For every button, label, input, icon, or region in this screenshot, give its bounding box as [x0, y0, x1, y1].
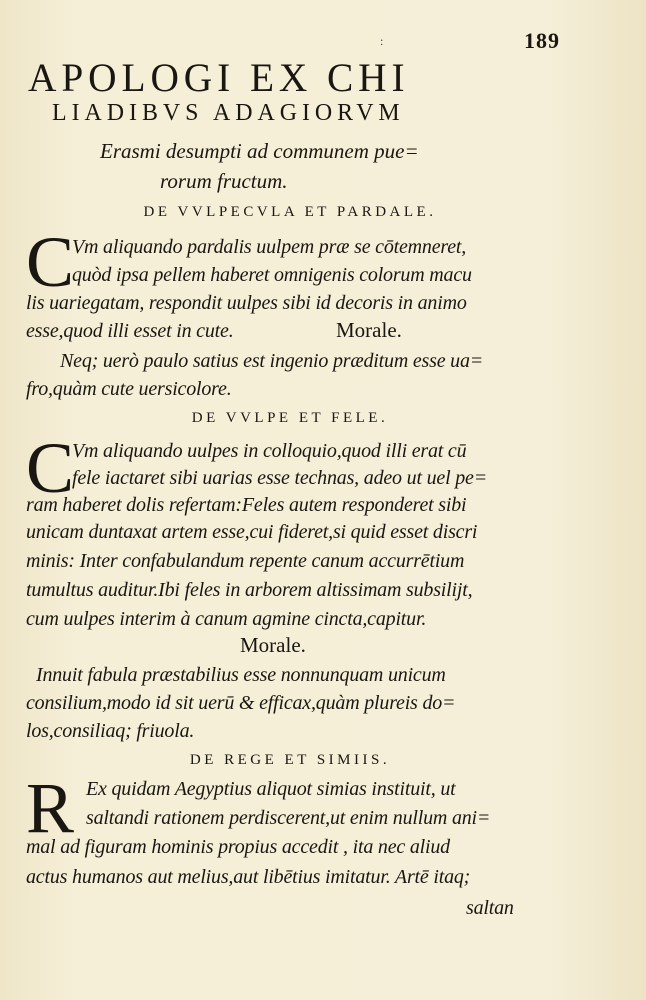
text-line: Neq; uerò paulo satius est ingenio præditum esse ua=: [60, 350, 484, 372]
drop-cap: C: [26, 222, 75, 302]
fable-heading: DE REGE ET SIMIIS.: [189, 752, 391, 768]
page-title-line1: APOLOGI EX CHI: [28, 55, 410, 100]
catchword: saltan: [466, 897, 514, 919]
text-line: tumultus auditur.Ibi feles in arborem altissimam subsilijt,: [26, 579, 473, 601]
printer-mark: :: [380, 34, 384, 48]
page-title-line2: LIADIBVS ADAGIORVM: [52, 100, 405, 126]
text-line: saltandi rationem perdiscerent,ut enim nullum ani=: [86, 807, 491, 829]
text-line: cum uulpes interim à canum agmine cincta,capitur.: [26, 608, 427, 630]
text-line: Ex quidam Aegyptius aliquot simias instituit, ut: [86, 778, 456, 800]
page-number: 189: [524, 28, 560, 53]
text-line: unicam duntaxat artem esse,cui fideret,si quid esset discri: [26, 521, 478, 543]
subtitle-line-1: Erasmi desumpti ad communem pue=: [100, 139, 419, 163]
text-line: Vm aliquando pardalis uulpem præ se cōtemneret,: [72, 236, 467, 258]
drop-cap: C: [26, 428, 75, 508]
subtitle-line-2: rorum fructum.: [160, 169, 288, 193]
moral-heading: Morale.: [240, 633, 306, 657]
text-line: consilium,modo id sit uerū & efficax,quàm plureis do=: [26, 692, 456, 714]
fable-heading: DE VVLPE ET FELE.: [191, 410, 389, 426]
fable-heading: DE VVLPECVLA ET PARDALE.: [143, 204, 437, 220]
text-line: mal ad figuram hominis propius accedit , ita nec aliud: [26, 836, 450, 858]
text-line: fele iactaret sibi uarias esse technas, adeo ut uel pe=: [72, 467, 488, 489]
text-line: actus humanos aut melius,aut libētius imitatur. Artē itaq;: [26, 866, 471, 888]
text-line: lis uariegatam, respondit uulpes sibi id decoris in animo: [26, 292, 467, 314]
text-line: minis: Inter confabulandum repente canum accurrētium: [26, 550, 465, 572]
moral-heading: Morale.: [336, 318, 402, 342]
text-line: ram haberet dolis refertam:Feles autem responderet sibi: [26, 494, 467, 516]
text-line: Innuit fabula præstabilius esse nonnunquam unicum: [36, 664, 446, 686]
text-line: quòd ipsa pellem haberet omnigenis colorum macu: [72, 264, 472, 286]
text-line: Vm aliquando uulpes in colloquio,quod illi erat cū: [72, 440, 467, 462]
text-line: esse,quod illi esset in cute.: [26, 320, 234, 342]
drop-cap: R: [26, 768, 75, 848]
text-line: fro,quàm cute uersicolore.: [26, 378, 232, 400]
text-line: los,consiliaq; friuola.: [26, 720, 195, 742]
